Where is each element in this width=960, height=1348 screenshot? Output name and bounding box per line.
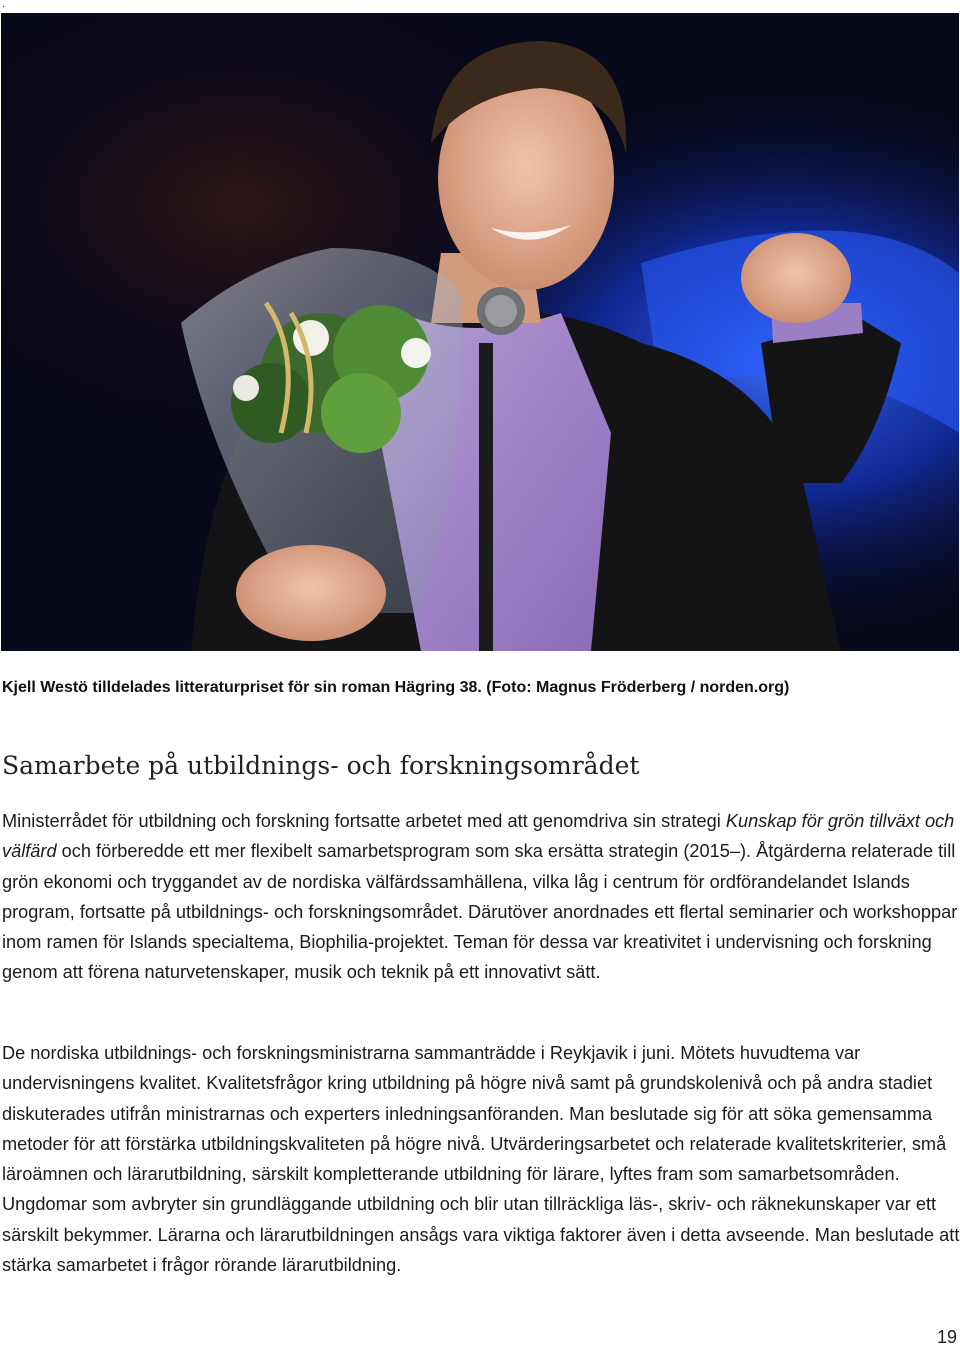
paragraph-text: Ministerrådet för utbildning och forskning fortsatte arbetet med att genomdriva sin strategi	[2, 811, 726, 831]
paragraph-ministers-meeting: De nordiska utbildnings- och forskningsministrarna sammanträdde i Reykjavik i juni. Mötets huvudtema var undervisningens kvalitet. Kvalitetsfrågor kring utbildning på högre nivå samt på grundskolenivå och på andra stadiet diskuterades utifrån ministrarnas och experters inledningsanföranden. Man beslutade sig för att söka gemensamma metoder för att förstärka utbildningskvaliteten på högre nivå. Utvärderingsarbetet och relaterade kvalitetskriterier, små läroämnen och lärarutbildning, särskilt kompletterande utbildning för lärare, lyftes fram som samarbetsområden. Ungdomar som avbryter sin grundläggande utbildning och blir utan tillräckliga läs-, skriv- och räknekunskaper var ett särskilt bekymmer. Lärarna och lärarutbildningen ansågs vara viktiga faktorer även i detta avseende. Man beslutade att stärka samarbetet i frågor rörande lärarutbildning.	[2, 1043, 960, 1276]
paragraph-text: och förberedde ett mer flexibelt samarbetsprogram som ska ersätta strategin (2015–). Åtgärderna relaterade till grön ekonomi och tryggandet av de nordiska välfärdssamhällena, vilka låg i centrum för ordförandelandet Islands program, fortsatte på utbildnings- och forskningsområdet. Därutöver anordnades ett flertal seminarier och workshoppar inom ramen för Islands specialtema, Biophilia-projektet. Teman för dessa var kreativitet i undervisning och forskning genom att förena naturvetenskaper, musik och teknik på ett innovativt sätt.	[2, 841, 958, 983]
stray-mark: .	[2, 0, 5, 10]
strategy-title: Kunskap för grön tillväxt och välfärd	[2, 811, 955, 862]
paragraph-strategy	[2, 806, 960, 988]
page-number: 19	[936, 1327, 957, 1347]
photo-caption: Kjell Westö tilldelades litteraturpriset för sin roman Hägring 38. (Foto: Magnus Fröderberg / norden.org)	[2, 679, 790, 696]
photo-illustration	[1, 13, 959, 651]
photo-award-ceremony	[1, 13, 959, 651]
section-heading: Samarbete på utbildnings- och forskningsområdet	[2, 751, 640, 780]
